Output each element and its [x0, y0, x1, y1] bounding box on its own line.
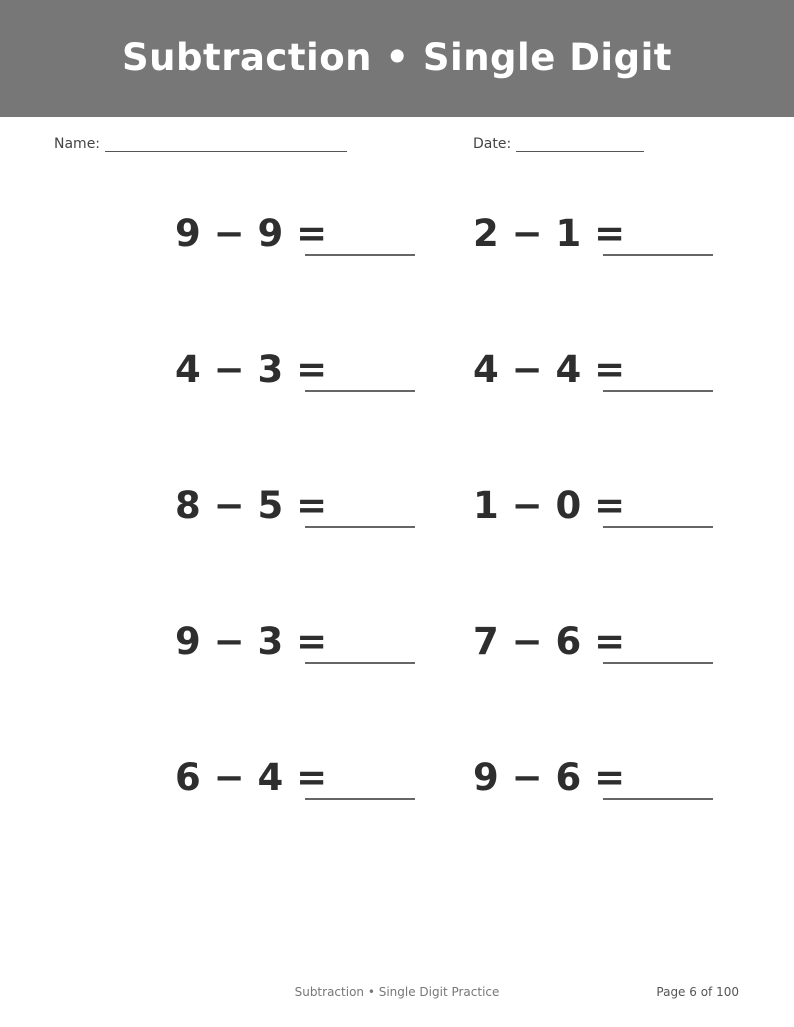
answer-blank-line — [305, 798, 415, 800]
problem-expression: 8 − 5 = — [175, 484, 328, 527]
answer-blank-line — [603, 390, 713, 392]
name-blank-line — [105, 135, 347, 152]
problem-expression: 2 − 1 = — [473, 212, 626, 255]
date-blank-line — [516, 135, 644, 152]
problem-expression: 4 − 4 = — [473, 348, 626, 391]
answer-blank-line — [305, 662, 415, 664]
problem-expression: 1 − 0 = — [473, 484, 626, 527]
problem-expression: 7 − 6 = — [473, 620, 626, 663]
page-title: Subtraction • Single Digit — [122, 36, 672, 79]
answer-blank-line — [305, 254, 415, 256]
header-banner — [0, 0, 794, 117]
page-number: Page 6 of 100 — [656, 985, 739, 999]
footer-title: Subtraction • Single Digit Practice — [294, 985, 500, 999]
problem-expression: 4 − 3 = — [175, 348, 328, 391]
problem-expression: 9 − 9 = — [175, 212, 328, 255]
answer-blank-line — [603, 662, 713, 664]
name-field — [54, 135, 347, 152]
problem-expression: 6 − 4 = — [175, 756, 328, 799]
name-label: Name: — [54, 136, 101, 152]
answer-blank-line — [603, 798, 713, 800]
date-field — [473, 135, 644, 152]
problem-expression: 9 − 6 = — [473, 756, 626, 799]
answer-blank-line — [305, 526, 415, 528]
date-label: Date: — [473, 136, 512, 152]
answer-blank-line — [603, 526, 713, 528]
problem-expression: 9 − 3 = — [175, 620, 328, 663]
answer-blank-line — [603, 254, 713, 256]
answer-blank-line — [305, 390, 415, 392]
